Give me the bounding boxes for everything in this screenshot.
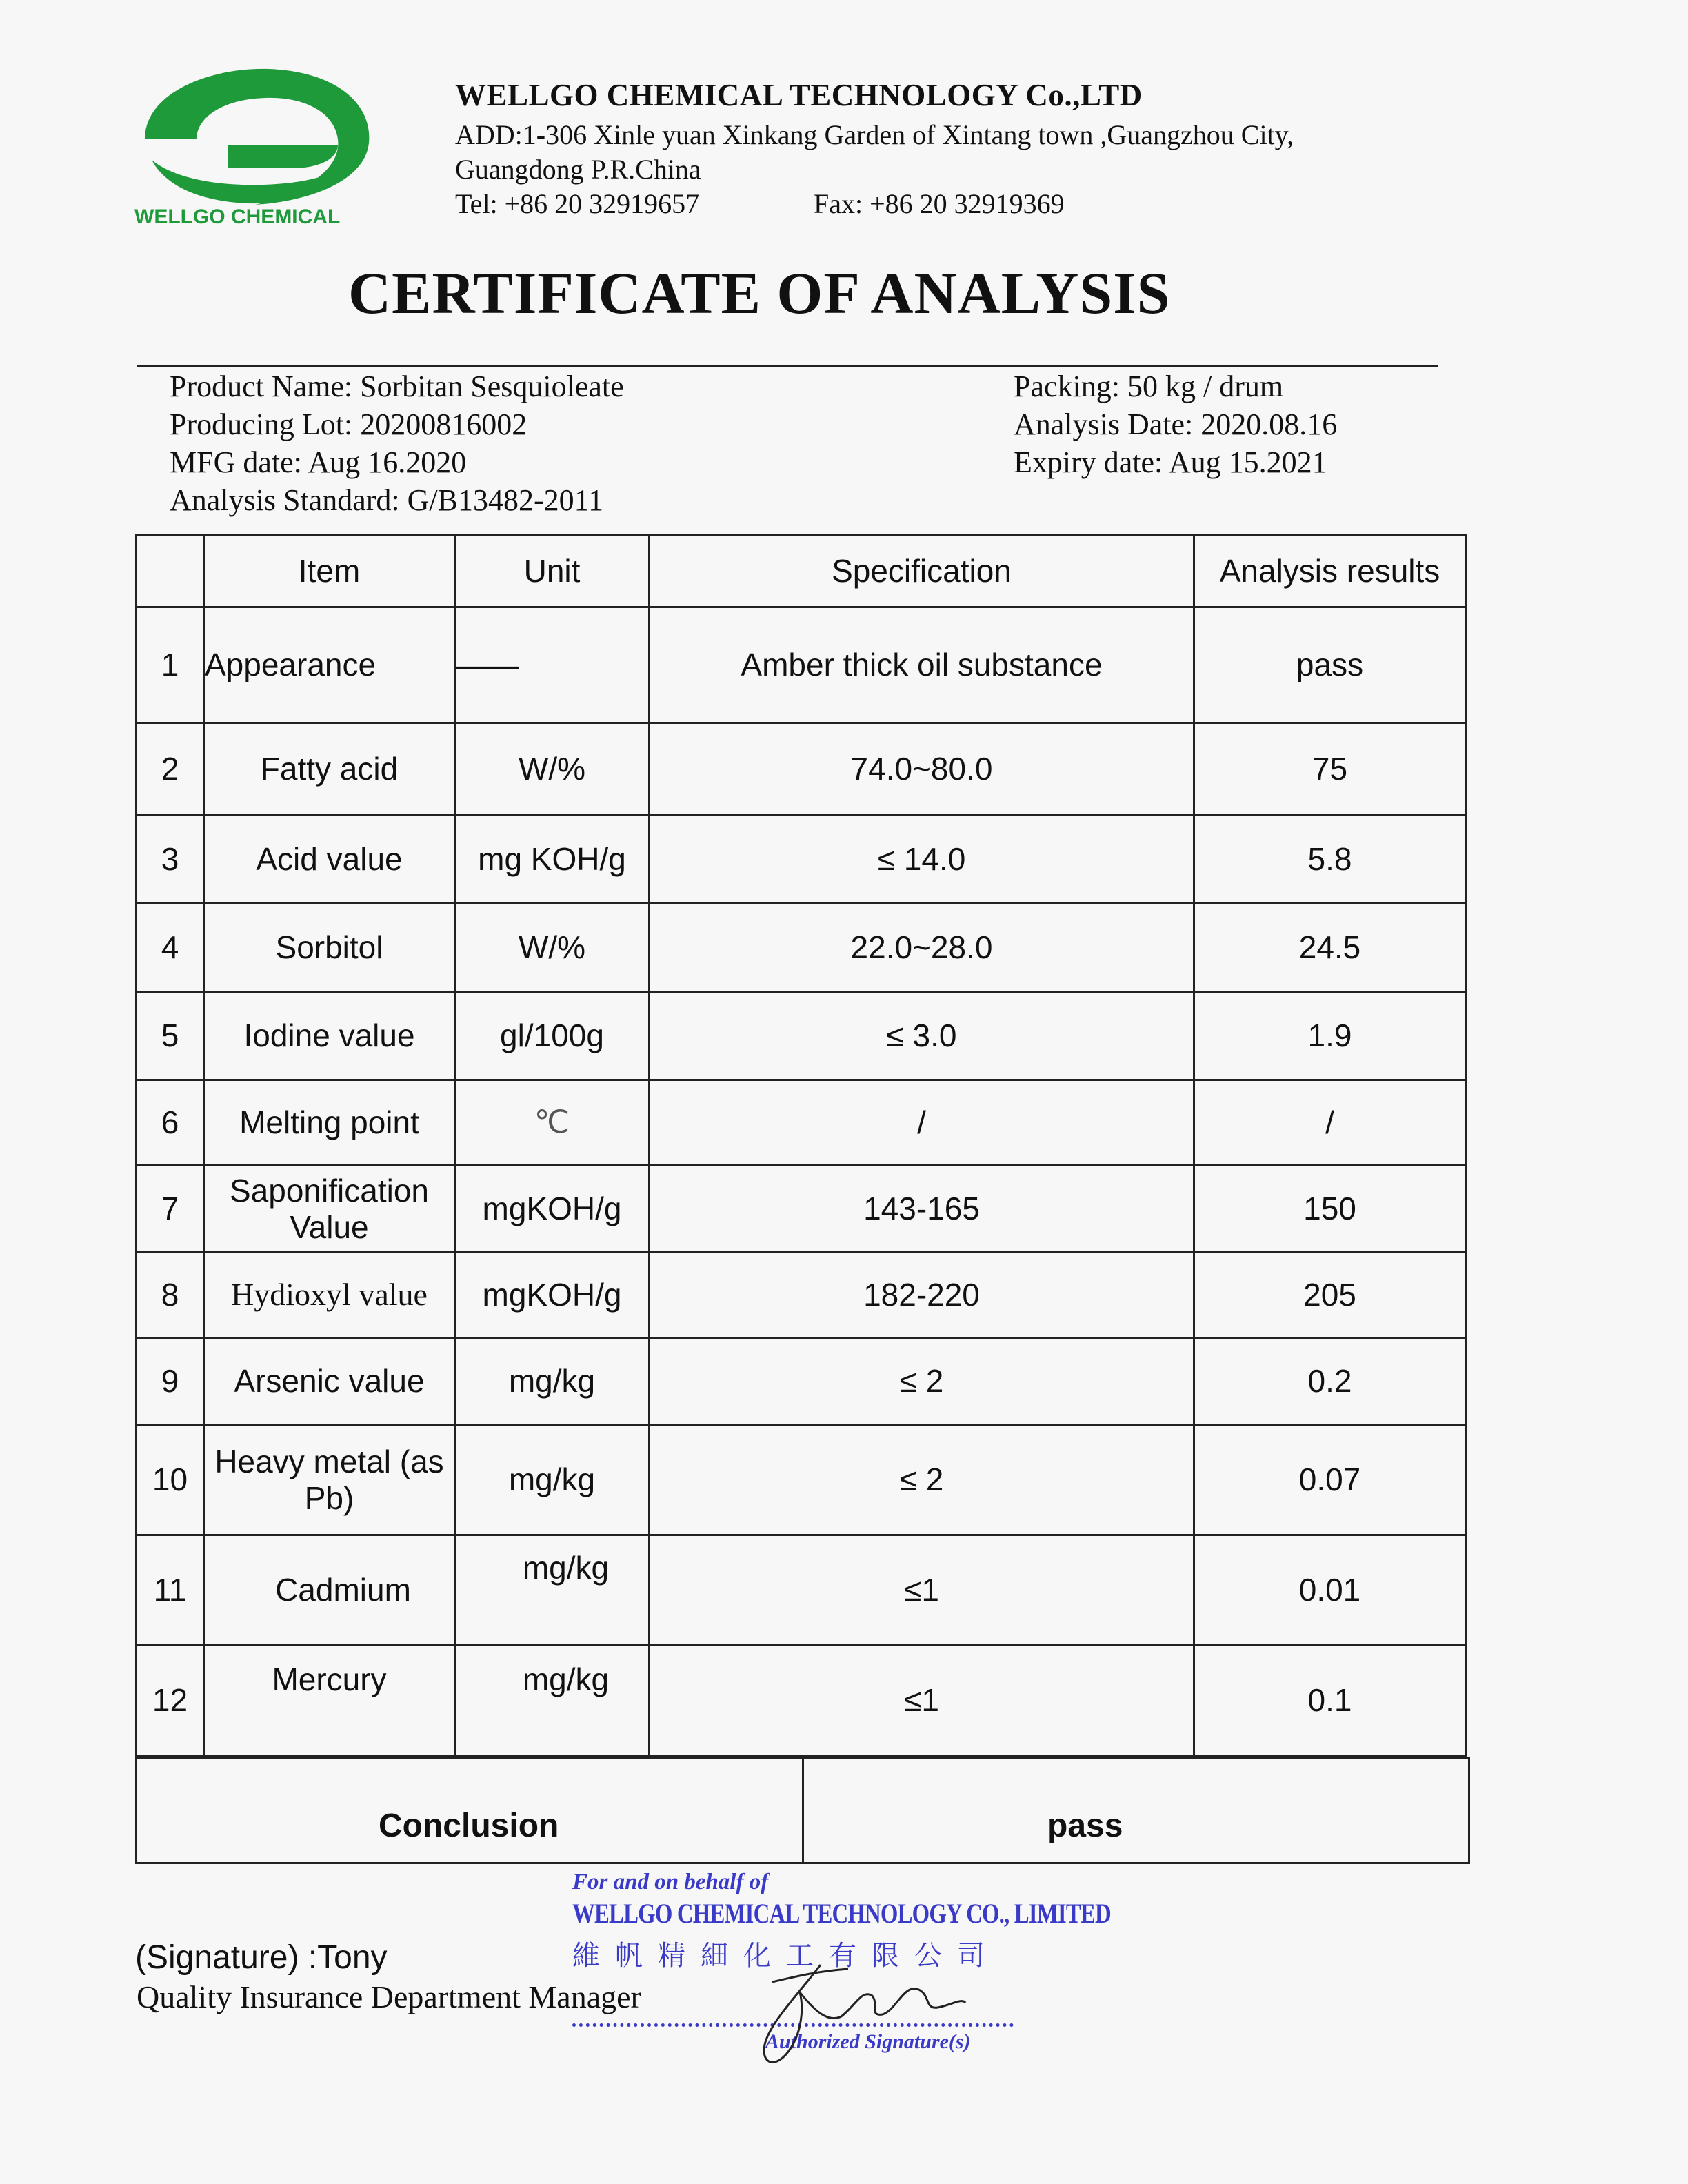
signature-name: (Signature) :Tony [135,1939,388,1976]
row-unit: mg/kg [455,1425,650,1535]
producing-lot: Producing Lot: 20200816002 [170,407,528,441]
row-unit: gl/100g [455,992,650,1080]
row-unit: W/% [455,904,650,992]
row-result: 1.9 [1194,992,1466,1080]
row-result: 5.8 [1194,816,1466,904]
stamp-line-3: 維帆精細化工有限公司 [572,1940,1000,1971]
row-no: 3 [137,816,204,904]
company-name: WELLGO CHEMICAL TECHNOLOGY Co.,LTD [455,78,1143,112]
svg-text:WELLGO CHEMICAL: WELLGO CHEMICAL [134,205,341,228]
row-no: 9 [137,1338,204,1425]
row-item: Acid value [204,816,455,904]
row-result: 0.07 [1194,1425,1466,1535]
address-line-1: ADD:1-306 Xinle yuan Xinkang Garden of Xintang town ,Guangzhou City, [455,119,1294,150]
mfg-date: MFG date: Aug 16.2020 [170,445,467,479]
row-no: 11 [137,1535,204,1646]
header-results: Analysis results [1194,536,1466,607]
row-unit: ℃ [455,1080,650,1166]
header-divider [137,365,1438,367]
row-item: Melting point [204,1080,455,1166]
stamp-line-1: For and on behalf of [572,1870,769,1894]
row-spec: ≤ 2 [650,1338,1194,1425]
row-spec: 143-165 [650,1166,1194,1253]
row-no: 7 [137,1166,204,1253]
row-unit: mg KOH/g [455,816,650,904]
row-unit: mg/kg [455,1338,650,1425]
row-unit: W/% [455,723,650,816]
header-no [137,536,204,607]
row-no: 12 [137,1646,204,1756]
table-row [137,1646,1466,1756]
table-row [137,1535,1466,1646]
table-row [137,1425,1466,1535]
stamp-line-4: Authorized Signature(s) [765,2030,971,2053]
table-row [137,607,1466,723]
row-unit: mgKOH/g [455,1253,650,1338]
table-row [137,816,1466,904]
row-item: Appearance [204,607,455,723]
handwritten-signature [565,1861,1034,2068]
row-spec: ≤ 2 [650,1425,1194,1535]
row-result: 0.01 [1194,1535,1466,1646]
row-result: 0.1 [1194,1646,1466,1756]
row-result: 0.2 [1194,1338,1466,1425]
row-spec: 74.0~80.0 [650,723,1194,816]
row-item: Sorbitol [204,904,455,992]
row-result: / [1194,1080,1466,1166]
conclusion-divider [802,1759,804,1862]
row-item: Mercury [204,1646,455,1756]
row-item: Fatty acid [204,723,455,816]
address-line-2: Guangdong P.R.China [455,154,701,185]
stamp-line-2: WELLGO CHEMICAL TECHNOLOGY CO., LIMITED [572,1898,1111,1929]
expiry-date: Expiry date: Aug 15.2021 [1014,445,1327,479]
certificate-title: CERTIFICATE OF ANALYSIS [348,260,1171,326]
signature-title: Quality Insurance Department Manager [137,1979,641,2014]
table-row [137,1253,1466,1338]
row-unit: mgKOH/g [455,1166,650,1253]
row-result: 75 [1194,723,1466,816]
row-spec: 22.0~28.0 [650,904,1194,992]
table-row [137,992,1466,1080]
table-header-row [137,536,1466,607]
table-row [137,1338,1466,1425]
packing: Packing: 50 kg / drum [1014,370,1284,403]
fax: Fax: +86 20 32919369 [814,188,1065,219]
row-spec: 182-220 [650,1253,1194,1338]
row-no: 6 [137,1080,204,1166]
row-result: 24.5 [1194,904,1466,992]
row-spec: Amber thick oil substance [650,607,1194,723]
row-unit: mg/kg [455,1535,650,1646]
row-spec: ≤1 [650,1646,1194,1756]
header-specification: Specification [650,536,1194,607]
row-item: Cadmium [204,1535,455,1646]
row-spec: / [650,1080,1194,1166]
row-spec: ≤1 [650,1535,1194,1646]
row-item: Iodine value [204,992,455,1080]
company-stamp [565,1861,1111,2068]
row-result: 150 [1194,1166,1466,1253]
header-unit: Unit [455,536,650,607]
row-spec: ≤ 14.0 [650,816,1194,904]
row-unit: mg/kg [455,1646,650,1756]
row-no: 2 [137,723,204,816]
row-no: 4 [137,904,204,992]
analysis-standard: Analysis Standard: G/B13482-2011 [170,483,603,517]
tel: Tel: +86 20 32919657 [455,188,700,219]
analysis-table [135,534,1467,1757]
row-no: 10 [137,1425,204,1535]
table-row [137,723,1466,816]
conclusion-label: Conclusion [379,1808,559,1844]
table-row [137,1166,1466,1253]
row-item: Saponification Value [204,1166,455,1253]
conclusion-value: pass [1047,1808,1123,1844]
row-item: Hydioxyl value [204,1253,455,1338]
row-result: 205 [1194,1253,1466,1338]
conclusion-box [135,1757,1470,1864]
row-no: 1 [137,607,204,723]
row-no: 8 [137,1253,204,1338]
row-item: Heavy metal (as Pb) [204,1425,455,1535]
table-row [137,904,1466,992]
company-logo [131,63,386,229]
row-result: pass [1194,607,1466,723]
header-item: Item [204,536,455,607]
table-row [137,1080,1466,1166]
product-name: Product Name: Sorbitan Sesquioleate [170,370,624,403]
row-no: 5 [137,992,204,1080]
row-item: Arsenic value [204,1338,455,1425]
row-unit: —— [455,607,650,723]
row-spec: ≤ 3.0 [650,992,1194,1080]
analysis-date: Analysis Date: 2020.08.16 [1014,407,1338,441]
